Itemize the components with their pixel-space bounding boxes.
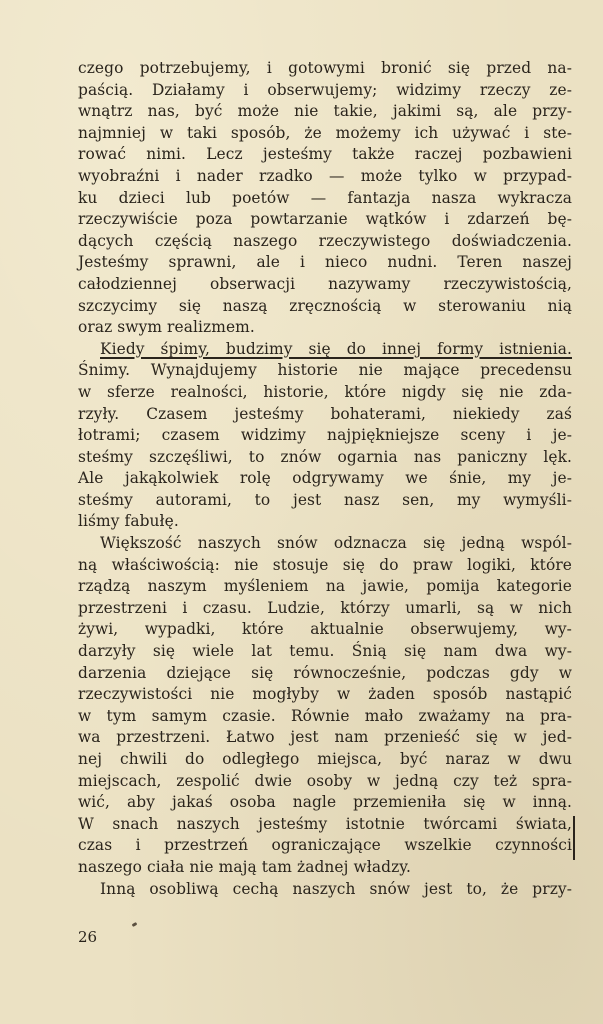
text-line: steśmy szczęśliwi, to znów ogarnia nas paniczny lęk. (78, 447, 572, 466)
text-line: W snach naszych jesteśmy istotnie twórcami świata, (78, 814, 572, 833)
text-line: miejscach, zespolić dwie osoby w jedną czy też spra- (78, 771, 572, 790)
text-line: rządzą naszym myśleniem na jawie, pomija kategorie (78, 577, 572, 596)
text-line: rować nimi. Lecz jesteśmy także raczej pozbawieni (78, 145, 572, 164)
text-line: darzenia dziejące się równocześnie, podczas gdy w (78, 663, 572, 682)
text-line: wić, aby jakaś osoba nagle przemieniła się w inną. (78, 793, 572, 812)
text-line: naszego ciała nie mają tam żadnej władzy. (78, 857, 412, 876)
text-line: w tym samym czasie. Równie mało zważamy na pra- (78, 706, 572, 725)
text-line: wyobraźni i nader rzadko — może tylko w przypad- (78, 166, 572, 185)
text-line: w sferze realności, historie, które nigdy się nie zda- (78, 382, 572, 401)
text-line: rzeczywistości nie mogłyby w żaden sposób nastąpić (78, 685, 572, 704)
text-line: Jesteśmy sprawni, ale i nieco nudni. Teren naszej (78, 253, 572, 272)
text-line: wnątrz nas, być może nie takie, jakimi są, ale przy- (78, 102, 572, 121)
text-line: darzyły się wiele lat temu. Śnią się nam dwa wy- (78, 642, 572, 661)
text-line: oraz swym realizmem. (78, 318, 255, 337)
text-line: Ale jakąkolwiek rolę odgrywamy we śnie, my je- (78, 469, 572, 488)
text-line: paścią. Działamy i obserwujemy; widzimy rzeczy ze- (78, 80, 572, 99)
text-line: szczycimy się naszą zręcznością w sterowaniu nią (78, 296, 572, 315)
text-line: Śnimy. Wynajdujemy historie nie mające precedensu (78, 361, 572, 380)
text-line: przestrzeni i czasu. Ludzie, którzy umarli, są w nich (78, 598, 572, 617)
text-line: Większość naszych snów odznacza się jedną wspól- (100, 534, 572, 553)
text-line: łotrami; czasem widzimy najpiękniejsze sceny i je- (78, 426, 572, 445)
text-line: dących częścią naszego rzeczywistego doświadczenia. (78, 231, 572, 250)
text-line: rzeczywiście poza powtarzanie wątków i zdarzeń bę- (78, 210, 572, 229)
text-line: czego potrzebujemy, i gotowymi bronić się przed na- (78, 59, 572, 77)
page-number: 26 (78, 928, 98, 946)
text-line: najmniej w taki sposób, że możemy ich używać i ste- (78, 123, 572, 142)
text-line: czas i przestrzeń ograniczające wszelkie czynności (78, 836, 572, 855)
pencil-dot-mark (132, 922, 138, 927)
text-line: liśmy fabułę. (78, 512, 179, 531)
underlined-line: Kiedy śpimy, budzimy się do innej formy istnienia. (100, 339, 572, 358)
text-line: żywi, wypadki, które aktualnie obserwujemy, wy- (78, 620, 572, 639)
margin-pencil-mark (573, 816, 575, 860)
text-line: Inną osobliwą cechą naszych snów jest to, że przy- (100, 879, 572, 898)
text-line: steśmy autorami, to jest nasz sen, my wymyśli- (78, 490, 572, 509)
text-line: całodziennej obserwacji nazywamy rzeczywistością, (78, 274, 572, 293)
text-line: rzyły. Czasem jesteśmy bohaterami, niekiedy zaś (78, 404, 572, 423)
text-line: ną właściwością: nie stosuje się do praw logiki, które (78, 555, 572, 574)
text-line: nej chwili do odległego miejsca, być naraz w dwu (78, 750, 572, 768)
text-line: wa przestrzeni. Łatwo jest nam przenieść się w jed- (78, 728, 572, 747)
body-text (78, 58, 572, 900)
text-line: ku dzieci lub poetów — fantazja nasza wykracza (78, 188, 572, 207)
